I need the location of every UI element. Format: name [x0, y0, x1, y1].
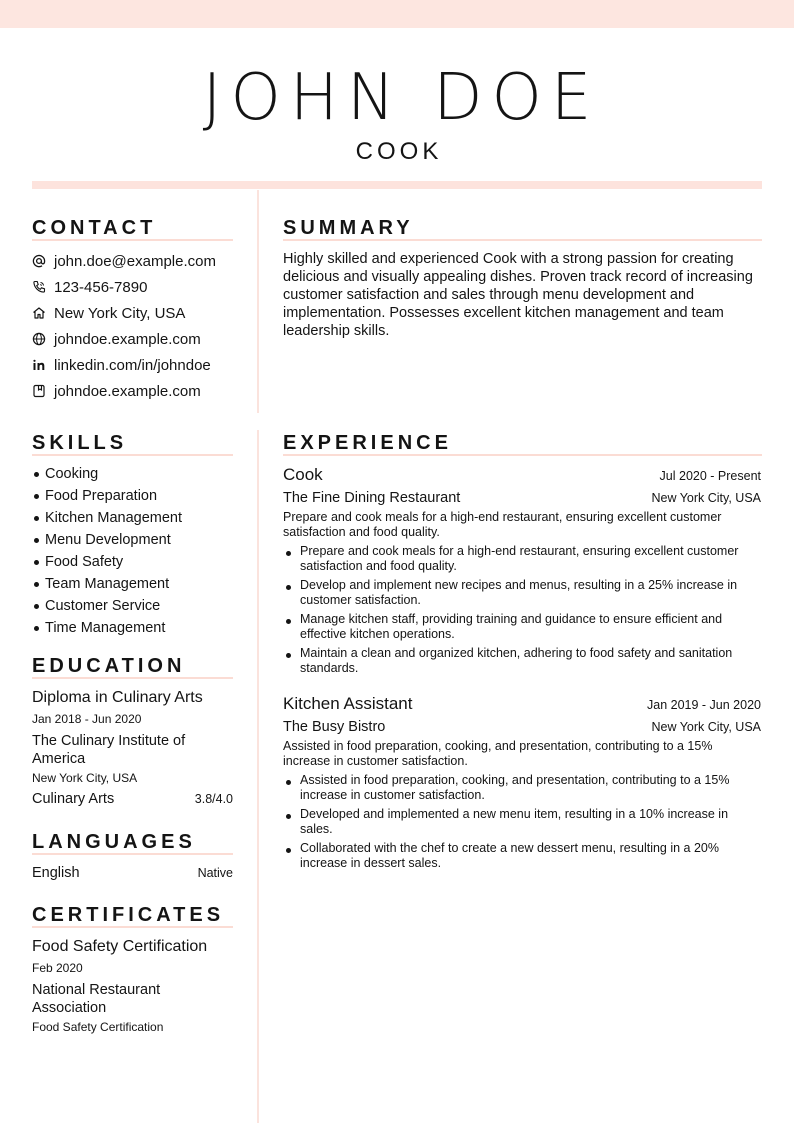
skills-list [32, 463, 182, 639]
contact-phone[interactable] [32, 274, 242, 300]
company-name: The Fine Dining Restaurant [283, 490, 461, 506]
contact-email-text: john.doe@example.com [54, 252, 216, 270]
linkedin-icon [32, 358, 46, 372]
experience-header [283, 694, 761, 714]
contact-portfolio[interactable] [32, 378, 242, 404]
certificate-description: Food Safety Certification [32, 1020, 164, 1034]
experience-entry [283, 465, 761, 680]
list-item [32, 507, 182, 529]
school-location: New York City, USA [32, 771, 138, 785]
job-dates: Jul 2020 - Present [659, 469, 761, 483]
portfolio-icon [32, 384, 46, 398]
education-dates: Jan 2018 - Jun 2020 [32, 712, 142, 726]
skills-heading-rule [32, 454, 233, 456]
job-dates: Jan 2019 - Jun 2020 [647, 698, 761, 712]
summary-heading: SUMMARY [283, 217, 414, 239]
contact-heading-rule [32, 239, 233, 241]
certificate-entry [32, 938, 233, 1034]
education-field-row [32, 790, 233, 808]
contact-heading: CONTACT [32, 217, 157, 239]
experience-header [283, 465, 761, 485]
job-description: Assisted in food preparation, cooking, and presentation, contributing to a 15% increase in customer satisfaction. [283, 739, 713, 768]
job-bullets [283, 773, 761, 871]
top-accent-band [0, 0, 794, 28]
certificate-title: Food Safety Certification [32, 938, 208, 955]
job-bullets [283, 544, 761, 676]
languages-heading-rule [32, 853, 233, 855]
list-item [32, 595, 182, 617]
skill-label: Team Management [45, 576, 170, 592]
bullet-icon [34, 516, 39, 521]
contact-linkedin[interactable] [32, 352, 242, 378]
job-role: Kitchen Assistant [283, 694, 413, 713]
experience-subheader [283, 719, 761, 735]
bullet-icon [34, 560, 39, 565]
bullet-icon [34, 626, 39, 631]
list-item: Prepare and cook meals for a high-end restaurant, ensuring excellent customer satisfaction and food quality. [283, 544, 761, 574]
list-item: Maintain a clean and organized kitchen, adhering to food safety and sanitation standards. [283, 646, 761, 676]
company-name: The Busy Bistro [283, 719, 386, 735]
contact-portfolio-text: johndoe.example.com [54, 382, 201, 400]
experience-heading: EXPERIENCE [283, 432, 452, 454]
experience-heading-rule [283, 454, 762, 456]
language-name: English [32, 865, 80, 881]
list-item [32, 551, 182, 573]
list-item: Develop and implement new recipes and menus, resulting in a 25% increase in customer satisfaction. [283, 578, 761, 608]
bullet-icon [34, 494, 39, 499]
skill-label: Menu Development [45, 532, 171, 548]
home-icon [32, 306, 46, 320]
certificates-heading: CERTIFICATES [32, 904, 225, 926]
list-item [32, 485, 182, 507]
skill-label: Kitchen Management [45, 510, 183, 526]
degree-title: Diploma in Culinary Arts [32, 689, 203, 706]
skills-heading: SKILLS [32, 432, 128, 454]
contact-list [32, 248, 242, 404]
list-item [32, 463, 182, 485]
experience-entry [283, 694, 761, 875]
contact-location-text: New York City, USA [54, 304, 186, 322]
skill-label: Food Preparation [45, 488, 158, 504]
job-location: New York City, USA [651, 720, 761, 734]
at-icon [32, 254, 46, 268]
candidate-name: JOHN DOE [202, 61, 601, 135]
list-item: Manage kitchen staff, providing training and guidance to ensure efficient and effective kitchen operations. [283, 612, 761, 642]
language-level: Native [197, 866, 233, 880]
education-entry [32, 689, 233, 808]
column-divider-top [257, 190, 259, 413]
school-name: The Culinary Institute of America [32, 733, 186, 767]
field-of-study: Culinary Arts [32, 791, 115, 807]
contact-linkedin-text: linkedin.com/in/johndoe [54, 356, 211, 374]
job-location: New York City, USA [651, 491, 761, 505]
list-item: Assisted in food preparation, cooking, and presentation, contributing to a 15% increase in customer satisfaction. [283, 773, 761, 803]
skill-label: Customer Service [45, 598, 161, 614]
education-heading: EDUCATION [32, 655, 186, 677]
list-item: Developed and implemented a new menu item, resulting in a 10% increase in sales. [283, 807, 761, 837]
summary-text: Highly skilled and experienced Cook with a strong passion for creating delicious and visually appealing dishes. Proven track record of increasing customer satisfaction and sales through menu development and implementation. Possesses excellent kitchen management and team leadership skills. [283, 251, 753, 339]
certificate-issuer: National Restaurant Association [32, 982, 161, 1016]
bullet-icon [34, 604, 39, 609]
contact-location [32, 300, 242, 326]
list-item: Collaborated with the chef to create a new dessert menu, resulting in a 20% increase in dessert sales. [283, 841, 761, 871]
contact-website[interactable] [32, 326, 242, 352]
header-divider [32, 181, 762, 189]
job-title: COOK [355, 138, 443, 165]
column-divider-bottom [257, 430, 259, 1123]
bullet-icon [34, 472, 39, 477]
contact-website-text: johndoe.example.com [54, 330, 201, 348]
globe-icon [32, 332, 46, 346]
skill-label: Time Management [45, 620, 166, 636]
experience-subheader [283, 490, 761, 506]
gpa: 3.8/4.0 [194, 792, 233, 806]
list-item [32, 529, 182, 551]
summary-heading-rule [283, 239, 762, 241]
education-heading-rule [32, 677, 233, 679]
job-role: Cook [283, 465, 323, 484]
language-row [32, 864, 233, 882]
job-description: Prepare and cook meals for a high-end restaurant, ensuring excellent customer satisfaction and food quality. [283, 510, 722, 539]
certificate-date: Feb 2020 [32, 961, 83, 975]
bullet-icon [34, 582, 39, 587]
languages-heading: LANGUAGES [32, 831, 196, 853]
bullet-icon [34, 538, 39, 543]
list-item [32, 573, 182, 595]
contact-phone-text: 123-456-7890 [54, 278, 148, 296]
contact-email[interactable] [32, 248, 242, 274]
skill-label: Food Safety [45, 554, 124, 570]
phone-icon [32, 280, 46, 294]
certificates-heading-rule [32, 926, 233, 928]
list-item [32, 617, 182, 639]
skill-label: Cooking [45, 466, 99, 482]
